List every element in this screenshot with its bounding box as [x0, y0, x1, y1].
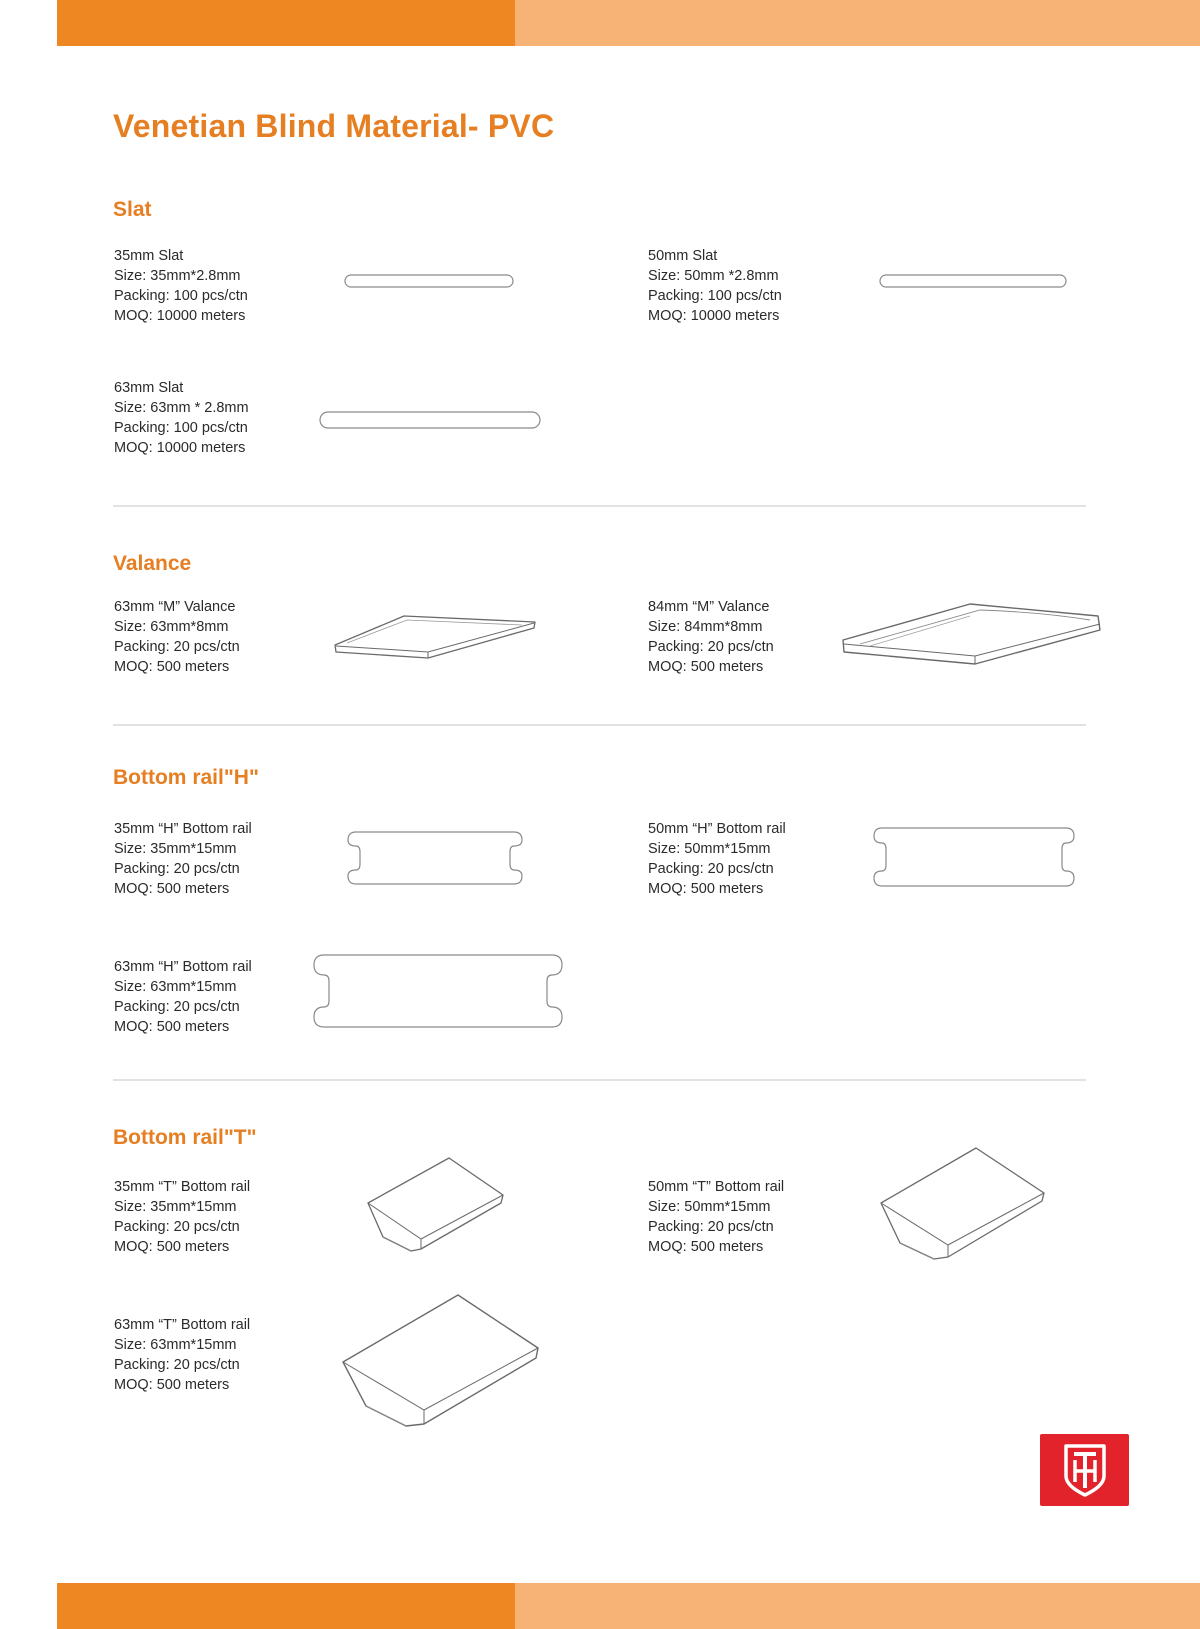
product-name: 50mm “T” Bottom rail	[648, 1179, 785, 1195]
section-title-slat: Slat	[113, 198, 152, 221]
header-bar-light	[515, 0, 1200, 46]
t-rail-50mm-drawing	[878, 1145, 1048, 1263]
product-packing: Packing: 20 pcs/ctn	[114, 1219, 240, 1235]
product-moq: MOQ: 10000 meters	[114, 440, 246, 456]
product-spec-50mm-slat	[648, 246, 782, 326]
header-bar-dark	[57, 0, 515, 46]
section-title-valance: Valance	[113, 552, 192, 575]
product-moq: MOQ: 500 meters	[648, 659, 764, 675]
product-moq: MOQ: 500 meters	[648, 1239, 764, 1255]
product-name: 63mm “M” Valance	[114, 599, 236, 615]
product-packing: Packing: 100 pcs/ctn	[114, 420, 248, 436]
product-packing: Packing: 20 pcs/ctn	[648, 639, 774, 655]
ht-shield-icon	[1062, 1442, 1108, 1498]
slat-50mm-drawing	[879, 274, 1067, 288]
product-name: 35mm “T” Bottom rail	[114, 1179, 251, 1195]
product-moq: MOQ: 500 meters	[114, 1019, 230, 1035]
product-size: Size: 63mm*8mm	[114, 619, 229, 635]
footer-bar	[57, 1583, 1200, 1629]
product-size: Size: 50mm*15mm	[648, 841, 771, 857]
product-name: 35mm “H” Bottom rail	[114, 821, 252, 837]
product-spec-63mm-valance	[114, 597, 240, 677]
product-moq: MOQ: 10000 meters	[114, 308, 246, 324]
product-name: 63mm “T” Bottom rail	[114, 1317, 251, 1333]
product-moq: MOQ: 500 meters	[114, 1239, 230, 1255]
product-size: Size: 35mm*2.8mm	[114, 268, 241, 284]
product-name: 63mm “H” Bottom rail	[114, 959, 252, 975]
product-spec-35mm-h-rail	[114, 819, 252, 899]
product-size: Size: 35mm*15mm	[114, 1199, 237, 1215]
h-rail-63mm-drawing	[312, 953, 564, 1029]
product-moq: MOQ: 500 meters	[648, 881, 764, 897]
header-bar	[57, 0, 1200, 46]
valance-84mm-drawing	[840, 600, 1104, 666]
section-title-bottom-rail-t: Bottom rail"T"	[113, 1126, 257, 1149]
h-rail-50mm-drawing	[872, 826, 1076, 888]
product-spec-35mm-slat	[114, 246, 248, 326]
product-spec-35mm-t-rail	[114, 1177, 250, 1257]
t-rail-35mm-drawing	[365, 1155, 507, 1253]
footer-bar-light	[515, 1583, 1200, 1629]
product-size: Size: 63mm * 2.8mm	[114, 400, 249, 416]
product-size: Size: 63mm*15mm	[114, 979, 237, 995]
t-rail-63mm-drawing	[340, 1292, 542, 1430]
slat-63mm-drawing	[319, 411, 541, 429]
product-moq: MOQ: 500 meters	[114, 659, 230, 675]
product-spec-63mm-t-rail	[114, 1315, 250, 1395]
product-moq: MOQ: 10000 meters	[648, 308, 780, 324]
product-packing: Packing: 20 pcs/ctn	[114, 999, 240, 1015]
section-divider	[113, 724, 1086, 726]
product-spec-84mm-valance	[648, 597, 774, 677]
section-divider	[113, 505, 1086, 507]
product-moq: MOQ: 500 meters	[114, 1377, 230, 1393]
product-packing: Packing: 20 pcs/ctn	[114, 639, 240, 655]
product-packing: Packing: 20 pcs/ctn	[114, 1357, 240, 1373]
product-packing: Packing: 20 pcs/ctn	[114, 861, 240, 877]
product-size: Size: 50mm *2.8mm	[648, 268, 779, 284]
product-name: 50mm Slat	[648, 248, 718, 264]
product-name: 63mm Slat	[114, 380, 184, 396]
product-size: Size: 50mm*15mm	[648, 1199, 771, 1215]
product-name: 84mm “M” Valance	[648, 599, 770, 615]
product-spec-50mm-h-rail	[648, 819, 786, 899]
product-packing: Packing: 100 pcs/ctn	[114, 288, 248, 304]
product-size: Size: 84mm*8mm	[648, 619, 763, 635]
h-rail-35mm-drawing	[346, 830, 524, 886]
product-moq: MOQ: 500 meters	[114, 881, 230, 897]
page-title: Venetian Blind Material- PVC	[113, 108, 555, 144]
footer-bar-dark	[57, 1583, 515, 1629]
product-size: Size: 63mm*15mm	[114, 1337, 237, 1353]
product-name: 35mm Slat	[114, 248, 184, 264]
product-size: Size: 35mm*15mm	[114, 841, 237, 857]
slat-35mm-drawing	[344, 274, 514, 288]
product-spec-63mm-slat	[114, 378, 249, 458]
valance-63mm-drawing	[332, 610, 538, 660]
product-packing: Packing: 20 pcs/ctn	[648, 861, 774, 877]
product-spec-50mm-t-rail	[648, 1177, 784, 1257]
section-title-bottom-rail-h: Bottom rail"H"	[113, 766, 259, 789]
product-packing: Packing: 100 pcs/ctn	[648, 288, 782, 304]
product-name: 50mm “H” Bottom rail	[648, 821, 786, 837]
product-spec-63mm-h-rail	[114, 957, 252, 1037]
product-packing: Packing: 20 pcs/ctn	[648, 1219, 774, 1235]
section-divider	[113, 1079, 1086, 1081]
company-logo	[1040, 1434, 1129, 1506]
